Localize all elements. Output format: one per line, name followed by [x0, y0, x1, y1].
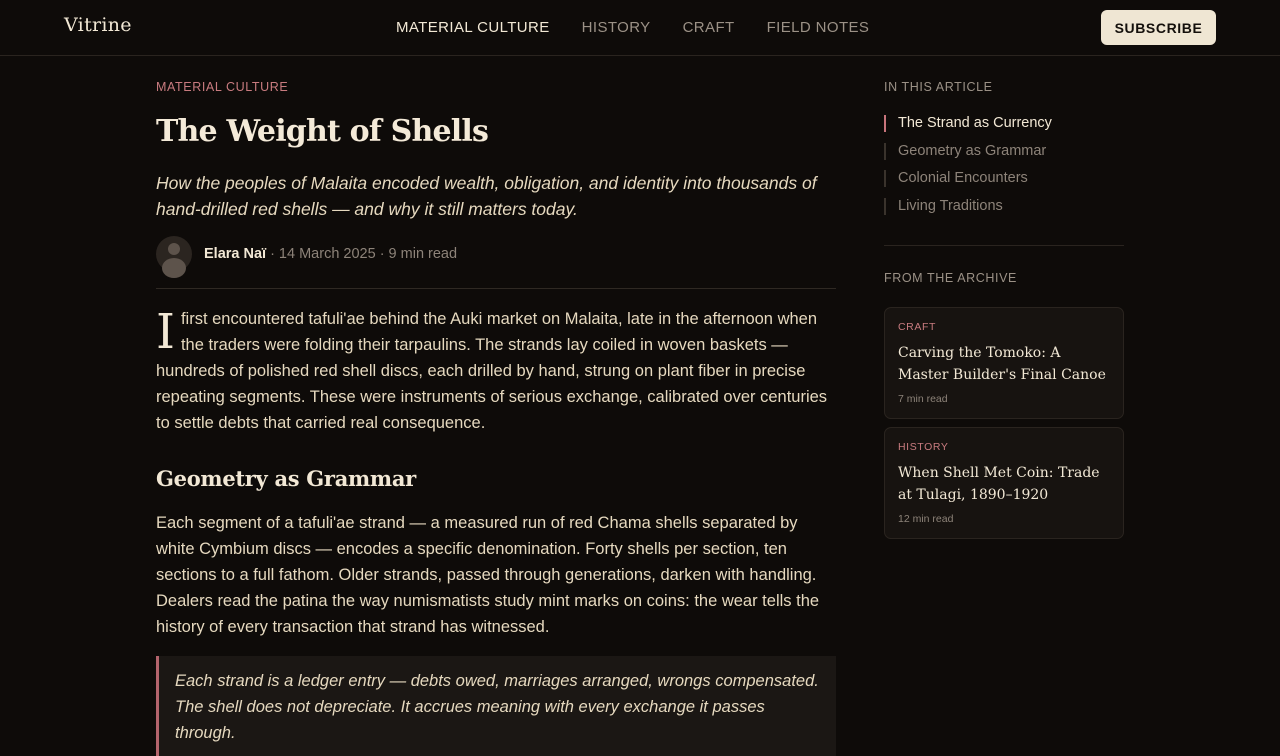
site-logo[interactable]: Vitrine — [64, 14, 132, 36]
article-meta: · 14 March 2025 · 9 min read — [270, 246, 458, 262]
archive-card[interactable] — [884, 307, 1124, 419]
article-kicker[interactable]: MATERIAL CULTURE — [156, 80, 289, 94]
nav-material-culture[interactable]: MATERIAL CULTURE — [396, 19, 550, 36]
archive-card-title: When Shell Met Coin: Trade at Tulagi, 1890–1920 — [898, 464, 1100, 503]
paragraph-intro-text: first encountered tafuli'ae behind the Auki market on Malaita, late in the afternoon when the traders were folding their tarpaulins. The strands lay coiled in woven baskets — hundreds of polished red shell discs, each drilled by hand, strung on plant fiber in precise repeating segments. These were instruments of serious exchange, calibrated over centuries to settle debts that carried real consequence. — [156, 310, 828, 432]
nav-field-notes[interactable]: FIELD NOTES — [766, 19, 870, 36]
toc-item-geometry-grammar[interactable]: Geometry as Grammar — [884, 143, 1124, 160]
byline — [156, 236, 836, 272]
section-heading-geometry: Geometry as Grammar — [156, 466, 416, 491]
sidebar-divider — [884, 245, 1124, 246]
divider — [156, 288, 836, 289]
drop-cap: I — [156, 304, 175, 360]
author-name[interactable]: Elara Naï — [204, 246, 267, 262]
archive-card-meta: 7 min read — [898, 392, 948, 405]
archive-card-meta: 12 min read — [898, 512, 954, 525]
toc-item-living-traditions[interactable]: Living Traditions — [884, 198, 1124, 215]
main-nav — [396, 19, 869, 36]
nav-history[interactable]: HISTORY — [581, 19, 651, 36]
toc-item-colonial-encounters[interactable]: Colonial Encounters — [884, 170, 1124, 187]
article — [156, 80, 836, 756]
paragraph-intro — [156, 306, 836, 436]
archive-card-kicker: CRAFT — [898, 320, 936, 333]
table-of-contents — [884, 115, 1124, 215]
archive-card-kicker: HISTORY — [898, 440, 949, 453]
paragraph-geometry: Each segment of a tafuli'ae strand — a measured run of red Chama shells separated by white Cymbium discs — encodes a specific denomination. Forty shells per section, ten sections to a full fathom. Older strands, passed through generations, darken with handling. Dealers read the patina the way numismatists study mint marks on coins: the wear tells the history of every transaction that strand has witnessed. — [156, 514, 820, 636]
toc-item-strand-currency[interactable]: The Strand as Currency — [884, 115, 1124, 132]
top-bar — [0, 0, 1280, 56]
archive-card-title: Carving the Tomoko: A Master Builder's Final Canoe — [898, 344, 1106, 383]
archive-label: FROM THE ARCHIVE — [884, 270, 1017, 285]
article-dek: How the peoples of Malaita encoded wealth, obligation, and identity into thousands of hand-drilled red shells — and why it still matters today. — [156, 173, 817, 219]
article-title: The Weight of Shells — [156, 114, 489, 149]
sidebar — [884, 80, 1124, 539]
pull-quote: Each strand is a ledger entry — debts owed, marriages arranged, wrongs compensated. The shell does not depreciate. It accrues meaning with every exchange it passes through. — [156, 656, 836, 756]
toc-label: IN THIS ARTICLE — [884, 80, 993, 94]
author-avatar — [156, 236, 192, 272]
subscribe-button[interactable]: SUBSCRIBE — [1101, 10, 1216, 45]
archive-card[interactable] — [884, 427, 1124, 539]
nav-craft[interactable]: CRAFT — [682, 19, 735, 36]
